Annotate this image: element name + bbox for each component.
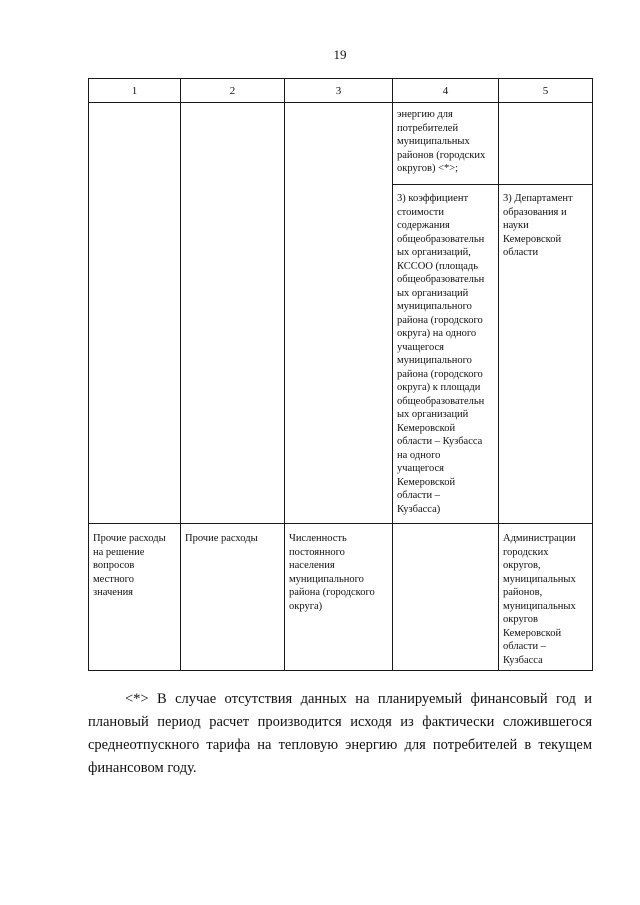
table-cell-empty — [285, 103, 393, 524]
header-cell-1: 1 — [89, 79, 181, 103]
table-row — [89, 524, 593, 671]
footnote-line: финансовом году. — [88, 760, 197, 776]
footnote-paragraph — [88, 688, 592, 780]
footnote-line: плановый период расчет производится исходя из фактически сложившегося — [88, 714, 592, 730]
table-cell-continuation-text: энергию для потребителей муниципальных районов (городских округов) <*>; — [393, 103, 499, 185]
table-cell-empty — [89, 103, 181, 524]
table-cell-responsible: Администрации городских округов, муниципальных районов, муниципальных округов Кемеровской области – Кузбасса — [499, 524, 593, 671]
footnote-line: среднеотпускного тарифа на тепловую энергию для потребителей в текущем — [88, 737, 592, 753]
table-cell-empty — [499, 103, 593, 185]
page-number: 19 — [333, 47, 347, 62]
header-cell-4: 4 — [393, 79, 499, 103]
table-header-row — [89, 79, 593, 103]
header-cell-2: 2 — [181, 79, 285, 103]
table-row — [89, 103, 593, 185]
table-cell-indicator: Численность постоянного населения муниципального района (городского округа) — [285, 524, 393, 671]
header-cell-5: 5 — [499, 79, 593, 103]
document-table — [88, 78, 593, 671]
table-cell-department: 3) Департамент образования и науки Кемеровской области — [499, 185, 593, 524]
table-cell-expense-subtype: Прочие расходы — [181, 524, 285, 671]
table-cell-empty — [393, 524, 499, 671]
header-cell-3: 3 — [285, 79, 393, 103]
table-cell-coefficient: 3) коэффициент стоимости содержания общеобразовательн ых организаций, КССОО (площадь общеобразовательн ых организаций муниципального района (городского округа) на одного учащегося муниципального района (городского округа) к площади общеобразовательн ых организаций Кемеровской области – Кузбасса на одного учащегося Кемеровской области – Кузбасса) — [393, 185, 499, 524]
table-cell-expense-type: Прочие расходы на решение вопросов местного значения — [89, 524, 181, 671]
footnote-line: <*> В случае отсутствия данных на планируемый финансовый год и — [125, 691, 592, 707]
table-cell-empty — [181, 103, 285, 524]
